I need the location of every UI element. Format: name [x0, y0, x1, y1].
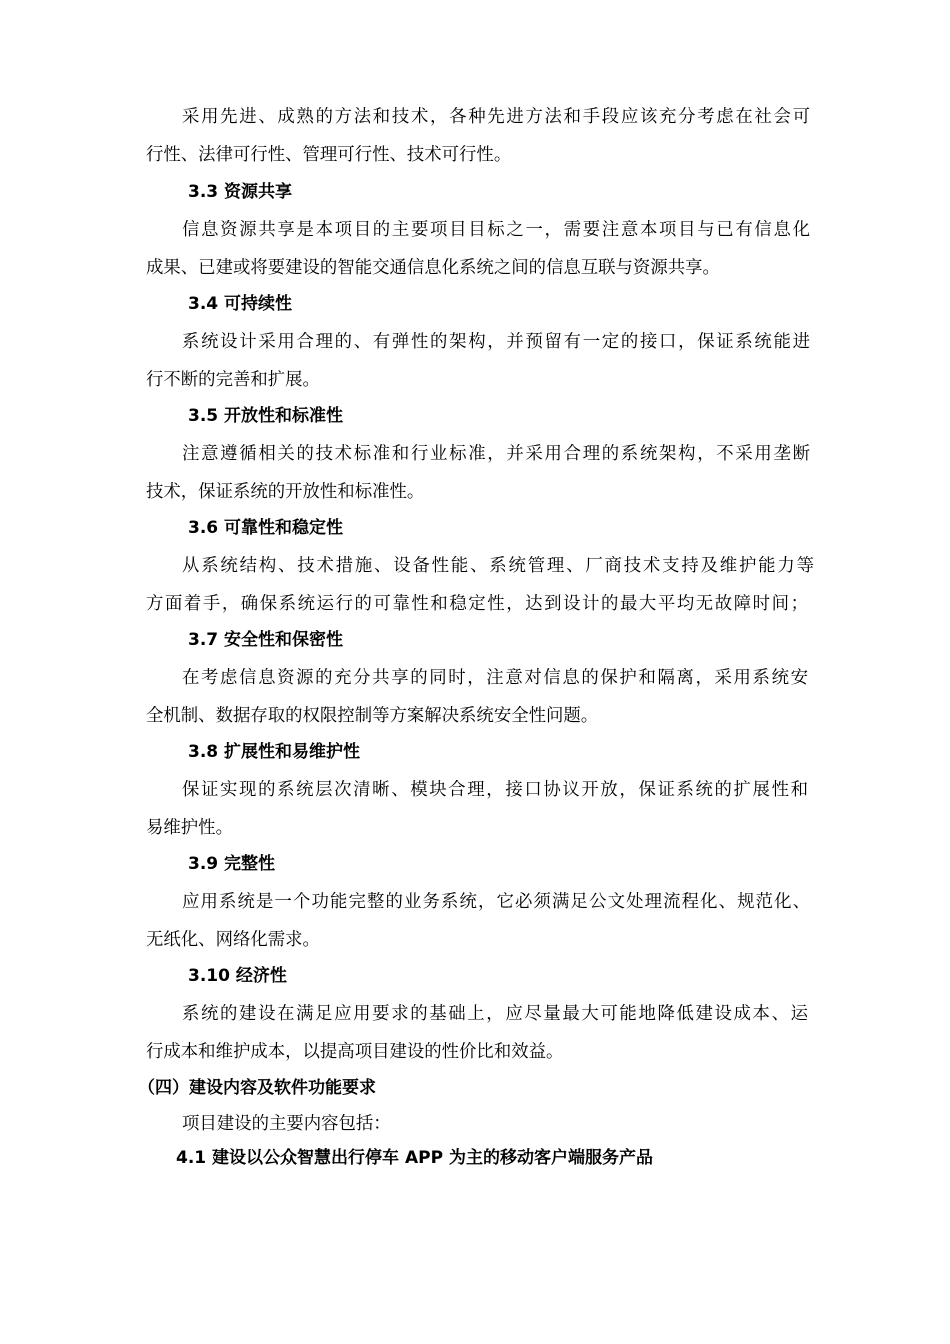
section-heading-3-5: 3.5 开放性和标准性 — [188, 406, 344, 426]
paragraph-line: 易维护性。 — [146, 818, 233, 838]
section-heading-4-1: 4.1 建设以公众智慧出行停车 APP 为主的移动客户端服务产品 — [176, 1148, 653, 1168]
paragraph-line: 成果、已建或将要建设的智能交通信息化系统之间的信息互联与资源共享。 — [146, 258, 720, 278]
paragraph-line: 信息资源共享是本项目的主要项目目标之一，需要注意本项目与已有信息化 — [182, 220, 810, 240]
paragraph-line: 从系统结构、技术措施、设备性能、系统管理、厂商技术支持及维护能力等 — [182, 556, 814, 576]
paragraph-line: 采用先进、成熟的方法和技术，各种先进方法和手段应该充分考虑在社会可 — [182, 107, 810, 127]
section-heading-3-6: 3.6 可靠性和稳定性 — [188, 518, 344, 538]
paragraph-line: 行性、法律可行性、管理可行性、技术可行性。 — [146, 145, 512, 165]
chapter-heading-4: （四）建设内容及软件功能要求 — [138, 1078, 376, 1098]
paragraph-line: 项目建设的主要内容包括： — [182, 1114, 391, 1134]
section-heading-3-7: 3.7 安全性和保密性 — [188, 630, 344, 650]
section-heading-3-10: 3.10 经济性 — [188, 966, 287, 986]
paragraph-line: 保证实现的系统层次清晰、模块合理，接口协议开放，保证系统的扩展性和 — [182, 780, 808, 800]
section-heading-3-4: 3.4 可持续性 — [188, 294, 293, 314]
section-heading-3-8: 3.8 扩展性和易维护性 — [188, 742, 361, 762]
paragraph-line: 行不断的完善和扩展。 — [146, 370, 320, 390]
section-heading-3-9: 3.9 完整性 — [188, 854, 276, 874]
paragraph-line: 在考虑信息资源的充分共享的同时，注意对信息的保护和隔离，采用系统安 — [182, 668, 808, 688]
paragraph-line: 系统的建设在满足应用要求的基础上，应尽量最大可能地降低建设成本、运 — [182, 1004, 808, 1024]
paragraph-line: 技术，保证系统的开放性和标准性。 — [146, 482, 425, 502]
paragraph-line: 注意遵循相关的技术标准和行业标准，并采用合理的系统架构，不采用垄断 — [182, 444, 810, 464]
paragraph-line: 应用系统是一个功能完整的业务系统，它必须满足公文处理流程化、规范化、 — [182, 892, 810, 912]
paragraph-line: 行成本和维护成本，以提高项目建设的性价比和效益。 — [146, 1042, 564, 1062]
section-heading-3-3: 3.3 资源共享 — [188, 182, 293, 202]
paragraph-line: 方面着手，确保系统运行的可靠性和稳定性，达到设计的最大平均无故障时间； — [146, 594, 808, 614]
paragraph-line: 无纸化、网络化需求。 — [146, 930, 320, 950]
paragraph-line: 系统设计采用合理的、有弹性的架构，并预留有一定的接口，保证系统能进 — [182, 332, 810, 352]
paragraph-line: 全机制、数据存取的权限控制等方案解决系统安全性问题。 — [146, 706, 599, 726]
